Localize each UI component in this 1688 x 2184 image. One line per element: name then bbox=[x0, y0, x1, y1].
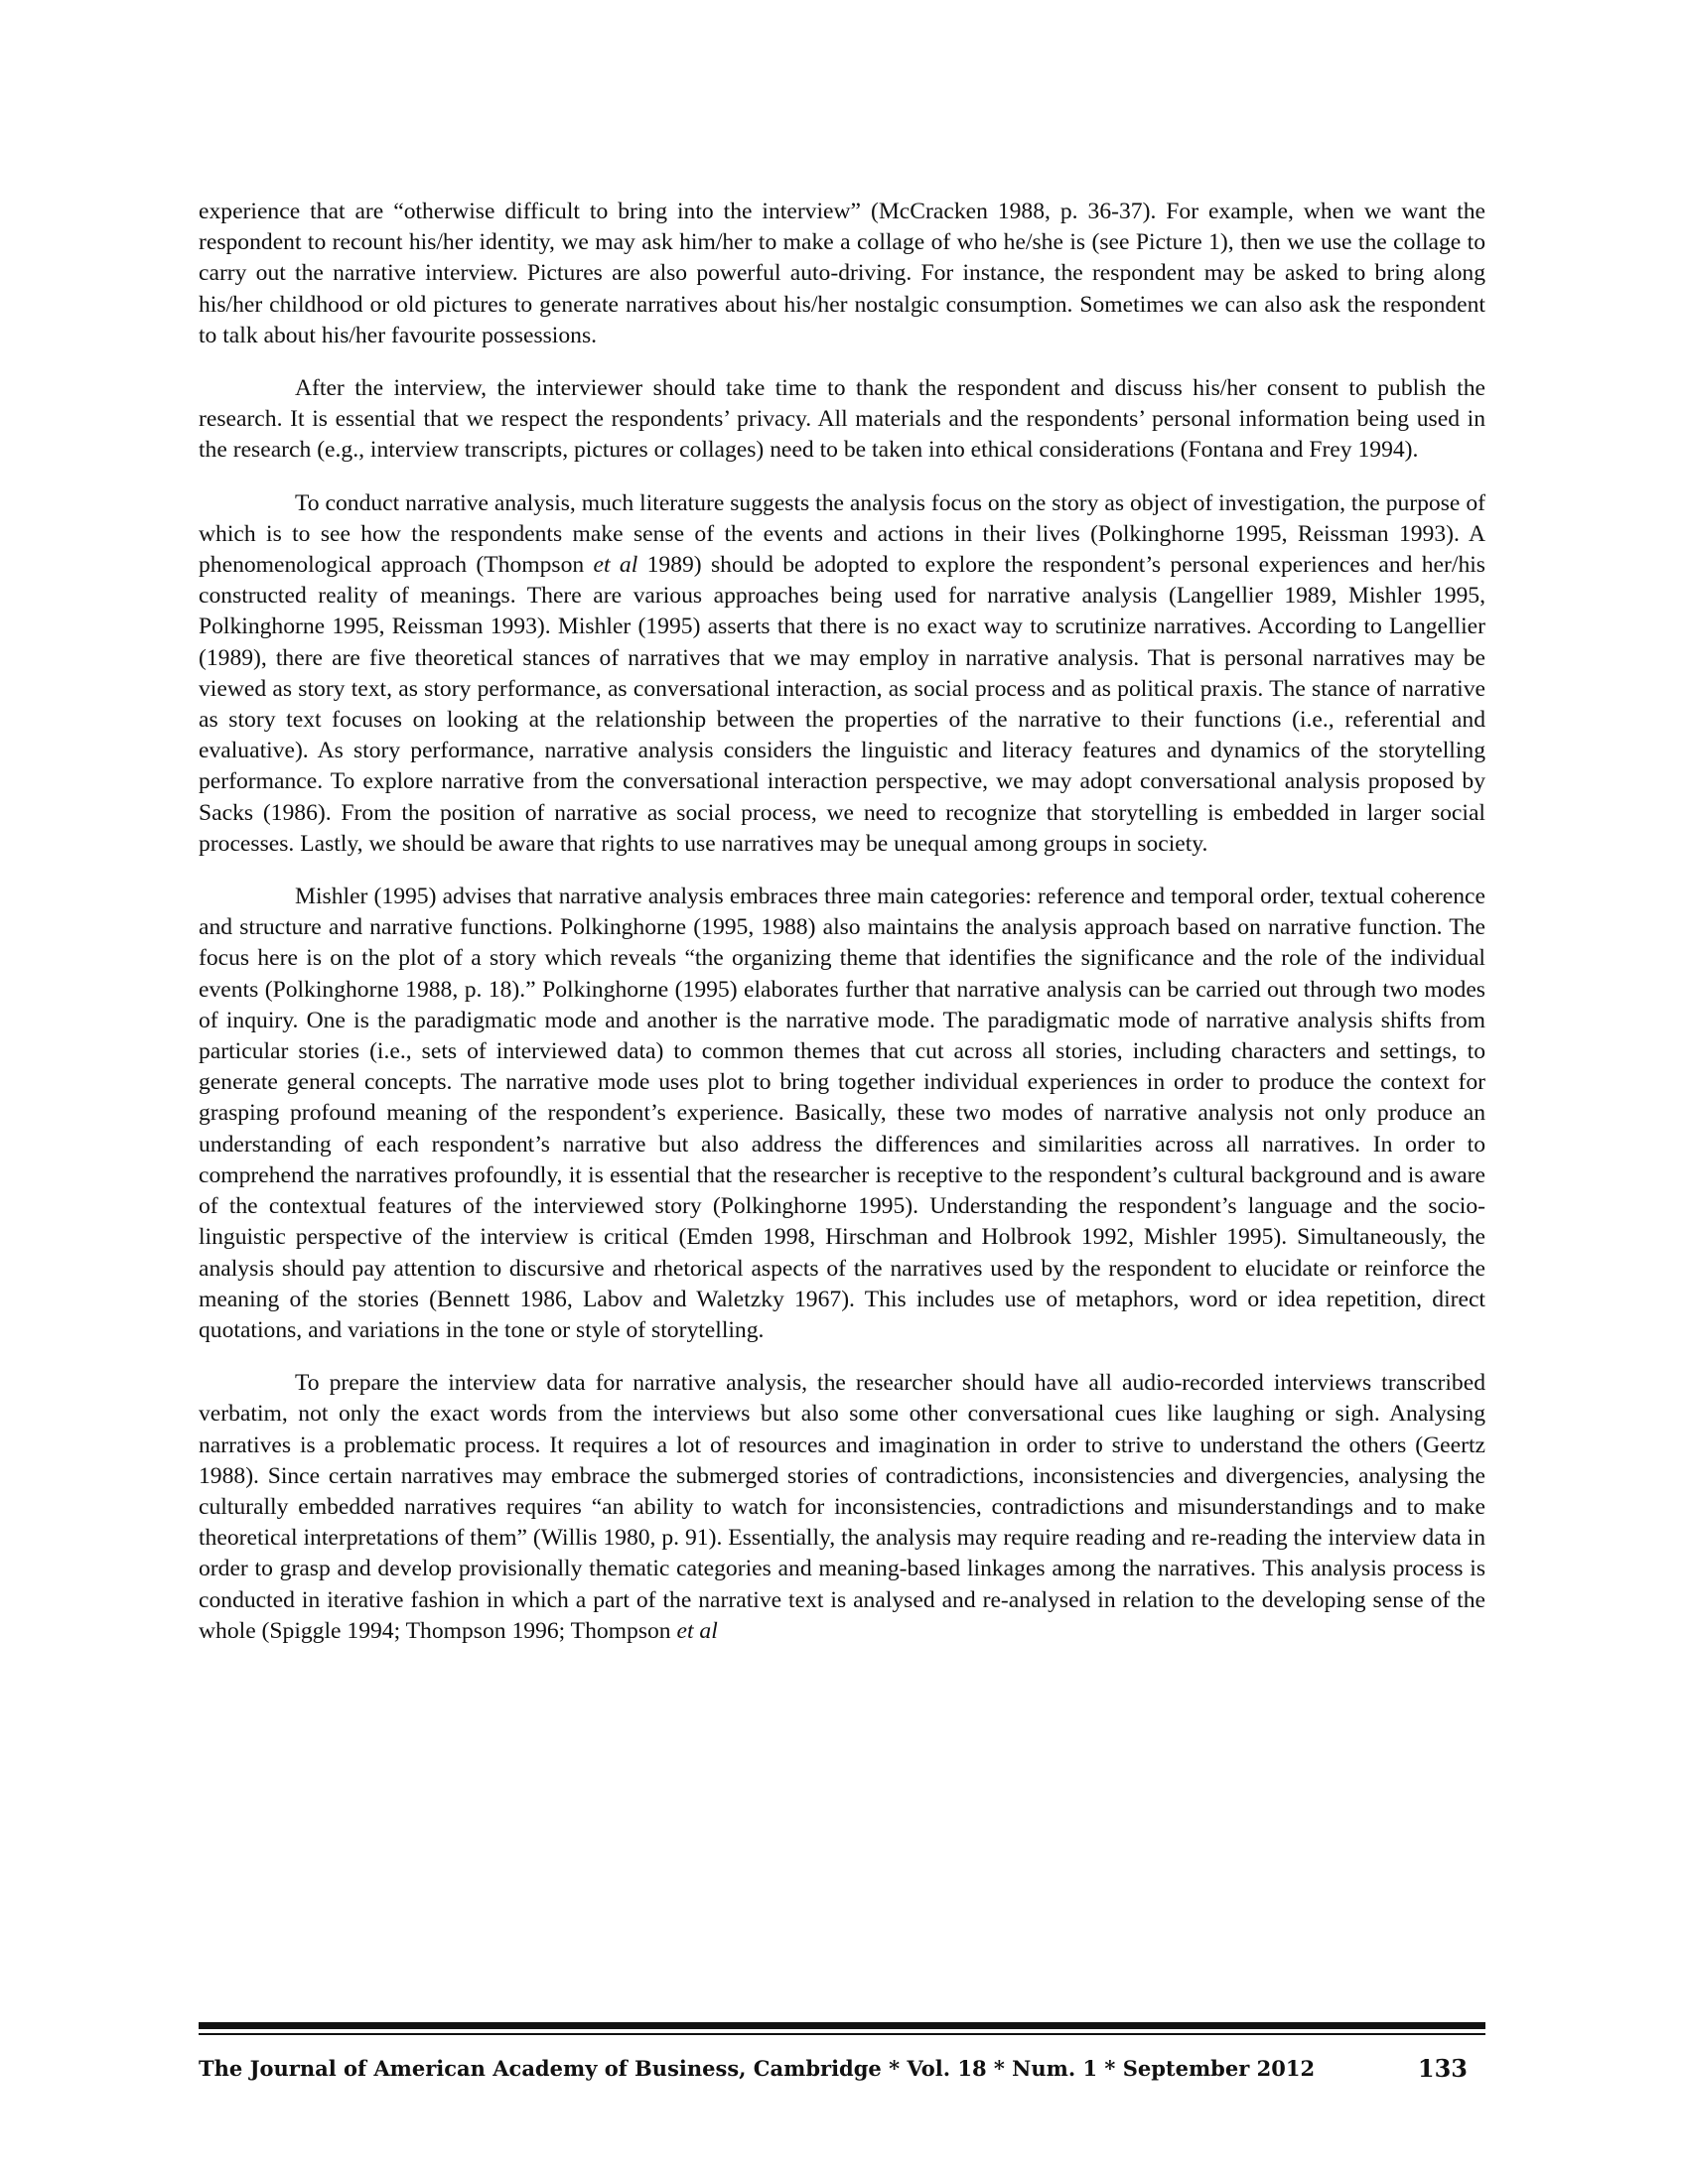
paragraph-text: experience that are “otherwise difficult to bring into the interview” (McCracken 1988, p. 36-37). For example, when we want the respondent to recount his/her identity, we may ask him/her to make a collage of who he/she is (see Picture 1), then we use the collage to carry out the narrative interview. Pictures are also powerful auto-driving. For instance, the respondent may be asked to bring along his/her childhood or old pictures to generate narratives about his/her nostalgic consumption. Sometimes we can also ask the respondent to talk about his/her favourite possessions. bbox=[199, 199, 1485, 348]
paragraph bbox=[199, 488, 1485, 860]
italic-citation: et al bbox=[676, 1617, 718, 1644]
page-number: 133 bbox=[1417, 2054, 1468, 2083]
paragraph-text: To conduct narrative analysis, much literature suggests the analysis focus on the story as object of investigation, the purpose of which is to see how the respondents make sense of the events and actions in their lives (Polkinghorne 1995, Reissman 1993). A phenomenological approach (Thompson bbox=[199, 489, 1485, 579]
journal-citation: The Journal of American Academy of Business, Cambridge * Vol. 18 * Num. 1 * September 2012 bbox=[199, 2056, 1316, 2081]
paragraph-text: 1989) should be adopted to explore the respondent’s personal experiences and her/his constructed reality of meanings. There are various approaches being used for narrative analysis (Langellier 1989, Mishler 1995, Polkinghorne 1995, Reissman 1993). Mishler (1995) asserts that there is no exact way to scrutinize narratives. According to Langellier (1989), there are five theoretical stances of narratives that we may employ in narrative analysis. That is personal narratives may be viewed as story text, as story performance, as conversational interaction, as social process and as political praxis. The stance of narrative as story text focuses on looking at the relationship between the properties of the narrative to their functions (i.e., referential and evaluative). As story performance, narrative analysis considers the linguistic and literacy features and dynamics of the storytelling performance. To explore narrative from the conversational interaction perspective, we may adopt conversational analysis proposed by Sacks (1986). From the position of narrative as social process, we need to recognize that storytelling is embedded in larger social processes. Lastly, we should be aware that rights to use narratives may be unequal among groups in society. bbox=[199, 552, 1485, 857]
article-body bbox=[199, 197, 1485, 1669]
paragraph bbox=[199, 197, 1485, 351]
paragraph bbox=[199, 1368, 1485, 1647]
paragraph-text: To prepare the interview data for narrative analysis, the researcher should have all audio-recorded interviews transcribed verbatim, not only the exact words from the interviews but also some other conversational cues like laughing or sigh. Analysing narratives is a problematic process. It requires a lot of resources and imagination in order to strive to understand the others (Geertz 1988). Since certain narratives may embrace the submerged stories of contradictions, inconsistencies and divergencies, analysing the culturally embedded narratives requires “an ability to watch for inconsistencies, contradictions and misunderstandings and to make theoretical interpretations of them” (Willis 1980, p. 91). Essentially, the analysis may require reading and re-reading the interview data in order to grasp and develop provisionally thematic categories and meaning-based linkages among the narratives. This analysis process is conducted in iterative fashion in which a part of the narrative text is analysed and re-analysed in relation to the developing sense of the whole (Spiggle 1994; Thompson 1996; Thompson bbox=[199, 1370, 1485, 1644]
paragraph bbox=[199, 373, 1485, 467]
paragraph-text: After the interview, the interviewer should take time to thank the respondent and discuss his/her consent to publish the research. It is essential that we respect the respondents’ privacy. All materials and the respondents’ personal information being used in the research (e.g., interview transcripts, pictures or collages) need to be taken into ethical considerations (Fontana and Frey 1994). bbox=[199, 375, 1485, 464]
paragraph bbox=[199, 882, 1485, 1346]
italic-citation: et al bbox=[593, 552, 638, 579]
paragraph-text: Mishler (1995) advises that narrative analysis embraces three main categories: reference and temporal order, textual coherence and structure and narrative functions. Polkinghorne (1995, 1988) also maintains the analysis approach based on narrative function. The focus here is on the plot of a story which reveals “the organizing theme that identifies the significance and the role of the individual events (Polkinghorne 1988, p. 18).” Polkinghorne (1995) elaborates further that narrative analysis can be carried out through two modes of inquiry. One is the paradigmatic mode and another is the narrative mode. The paradigmatic mode of narrative analysis shifts from particular stories (i.e., sets of interviewed data) to common themes that cut across all stories, including characters and settings, to generate general concepts. The narrative mode uses plot to bring together individual experiences in order to produce the context for grasping profound meaning of the respondent’s experience. Basically, these two modes of narrative analysis not only produce an understanding of each respondent’s narrative but also address the differences and similarities across all narratives. In order to comprehend the narratives profoundly, it is essential that the researcher is receptive to the respondent’s cultural background and is aware of the contextual features of the interviewed story (Polkinghorne 1995). Understanding the respondent’s language and the socio-linguistic perspective of the interview is critical (Emden 1998, Hirschman and Holbrook 1992, Mishler 1995). Simultaneously, the analysis should pay attention to discursive and rhetorical aspects of the narratives used by the respondent to elucidate or reinforce the meaning of the stories (Bennett 1986, Labov and Waletzky 1967). This includes use of metaphors, word or idea repetition, direct quotations, and variations in the tone or style of storytelling. bbox=[199, 884, 1485, 1343]
footer-rule-thick bbox=[199, 2022, 1485, 2029]
footer-rule-thin bbox=[199, 2033, 1485, 2035]
